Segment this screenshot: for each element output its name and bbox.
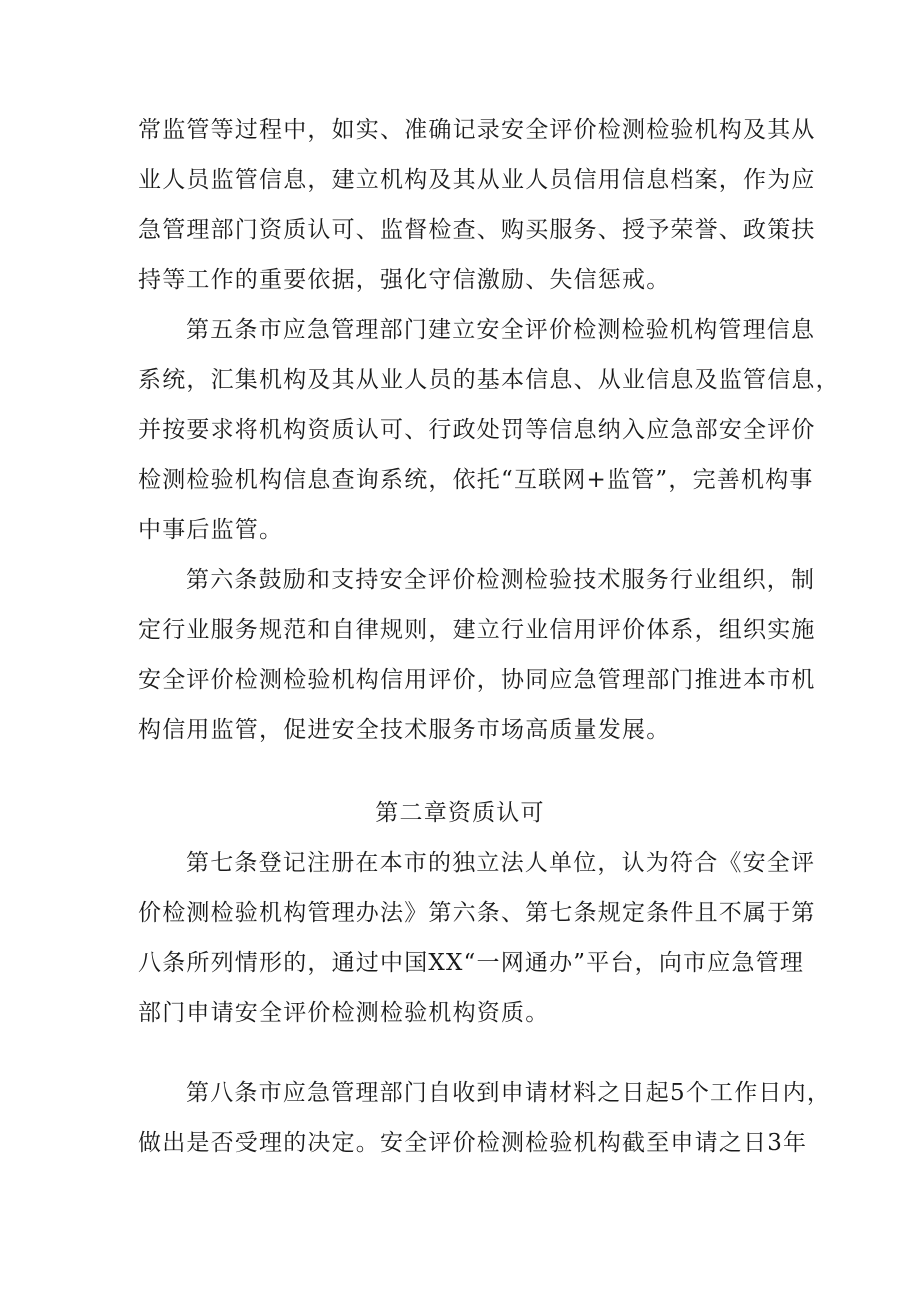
text-line: 构信用监管，促进安全技术服务市场高质量发展。 xyxy=(138,717,671,743)
text-line: 部门申请安全评价检测检验机构资质。 xyxy=(138,1000,550,1026)
article-5-first-line: 第五条市应急管理部门建立安全评价检测检验机构管理信息 xyxy=(186,317,816,343)
text-line: 做出是否受理的决定。安全评价检测检验机构截至申请之日3年 xyxy=(138,1130,808,1156)
text-line: 并按要求将机构资质认可、行政处罚等信息纳入应急部安全评价 xyxy=(138,417,816,443)
text-line: 中事后监管。 xyxy=(138,517,284,543)
text-line: 急管理部门资质认可、监督检查、购买服务、授予荣誉、政策扶 xyxy=(138,217,816,243)
text-line: 价检测检验机构管理办法》第六条、第七条规定条件且不属于第 xyxy=(138,900,816,926)
text-line: 八条所列情形的，通过中国XX“一网通办”平台，向市应急管理 xyxy=(138,950,805,976)
article-7-first-line: 第七条登记注册在本市的独立法人单位，认为符合《安全评 xyxy=(186,850,816,876)
text-line: 检测检验机构信息查询系统，依托“互联网+监管”，完善机构事 xyxy=(138,467,814,493)
text-line: 持等工作的重要依据，强化守信激励、失信惩戒。 xyxy=(138,267,671,293)
text-line: 安全评价检测检验机构信用评价，协同应急管理部门推进本市机 xyxy=(138,667,816,693)
article-6-first-line: 第六条鼓励和支持安全评价检测检验技术服务行业组织，制 xyxy=(186,567,816,593)
article-8-first-line: 第八条市应急管理部门自收到申请材料之日起5个工作日内， xyxy=(186,1080,832,1106)
text-line: 业人员监管信息，建立机构及其从业人员信用信息档案，作为应 xyxy=(138,167,816,193)
text-line: 常监管等过程中，如实、准确记录安全评价检测检验机构及其从 xyxy=(138,117,816,143)
chapter-heading: 第二章资质认可 xyxy=(375,800,545,826)
text-line: 系统，汇集机构及其从业人员的基本信息、从业信息及监管信息， xyxy=(138,367,840,393)
text-line: 定行业服务规范和自律规则，建立行业信用评价体系，组织实施 xyxy=(138,617,816,643)
